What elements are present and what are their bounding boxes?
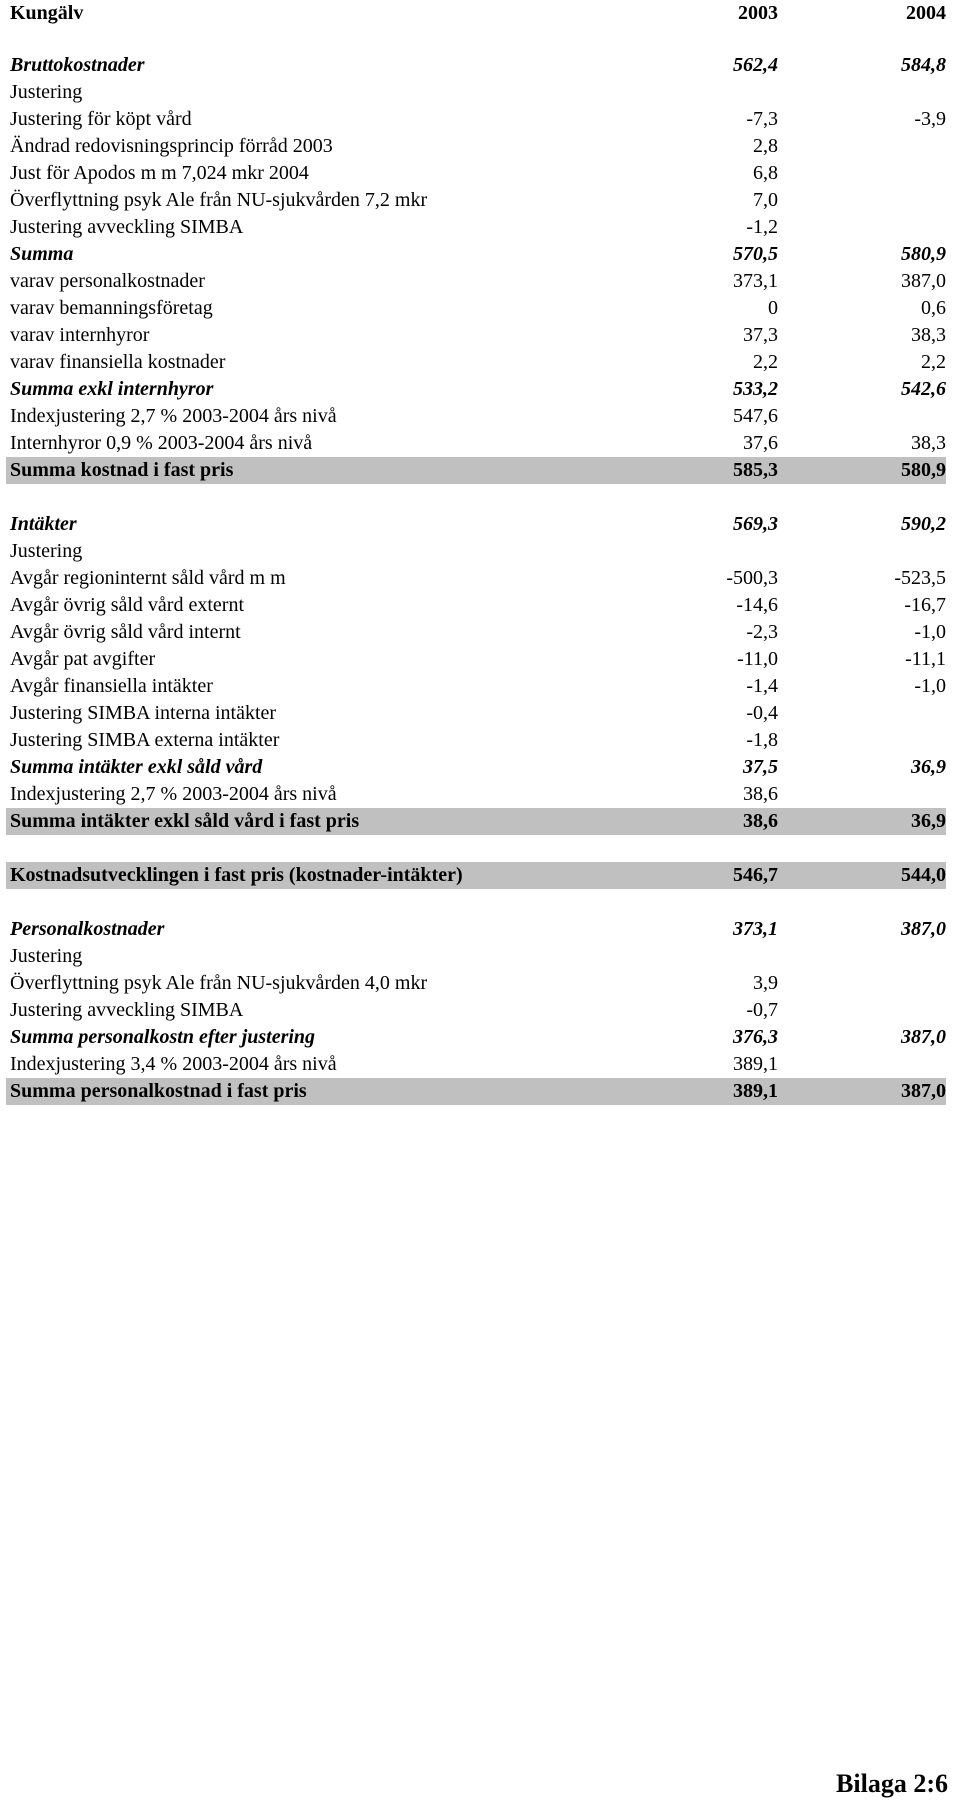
table-row bbox=[6, 457, 946, 484]
value-2003: 569,3 bbox=[733, 513, 778, 535]
row-label: varav bemanningsföretag bbox=[10, 297, 213, 319]
table-row bbox=[6, 700, 946, 727]
page-title: Kungälv bbox=[10, 2, 84, 24]
table-row bbox=[6, 133, 946, 160]
row-label: Intäkter bbox=[10, 513, 77, 535]
value-2003: 533,2 bbox=[733, 378, 778, 400]
table-row bbox=[6, 673, 946, 700]
value-2003: -0,7 bbox=[746, 999, 778, 1021]
row-label: Summa intäkter exkl såld vård i fast pris bbox=[10, 810, 360, 832]
value-2004: 38,3 bbox=[911, 324, 946, 346]
table-row bbox=[6, 187, 946, 214]
value-2004: 38,3 bbox=[911, 432, 946, 454]
row-label: varav personalkostnader bbox=[10, 270, 205, 292]
table-row bbox=[6, 241, 946, 268]
value-2003: 2,2 bbox=[753, 351, 778, 373]
value-2003: 376,3 bbox=[733, 1026, 778, 1048]
row-label: Just för Apodos m m 7,024 mkr 2004 bbox=[10, 162, 309, 184]
value-2004: 2,2 bbox=[921, 351, 946, 373]
value-2003: 6,8 bbox=[753, 162, 778, 184]
row-label: Justering avveckling SIMBA bbox=[10, 999, 244, 1021]
row-label: Avgår finansiella intäkter bbox=[10, 675, 213, 697]
value-2003: 389,1 bbox=[733, 1080, 778, 1102]
value-2004: -1,0 bbox=[914, 675, 946, 697]
value-2004: 580,9 bbox=[901, 459, 946, 481]
table-row bbox=[6, 511, 946, 538]
table-header bbox=[6, 0, 946, 27]
row-label: Kostnadsutvecklingen i fast pris (kostnader-intäkter) bbox=[10, 864, 463, 886]
row-label: Summa kostnad i fast pris bbox=[10, 459, 234, 481]
value-2003: 546,7 bbox=[733, 864, 778, 886]
table-row bbox=[6, 79, 946, 106]
row-label: Indexjustering 3,4 % 2003-2004 års nivå bbox=[10, 1053, 337, 1075]
value-2003: -1,8 bbox=[746, 729, 778, 751]
table-row bbox=[6, 862, 946, 889]
row-label: Ändrad redovisningsprincip förråd 2003 bbox=[10, 135, 333, 157]
value-2003: 547,6 bbox=[733, 405, 778, 427]
row-label: Personalkostnader bbox=[10, 918, 165, 940]
table-row bbox=[6, 403, 946, 430]
row-label: Summa personalkostn efter justering bbox=[10, 1026, 316, 1048]
value-2003: -1,4 bbox=[746, 675, 778, 697]
row-label: Justering avveckling SIMBA bbox=[10, 216, 244, 238]
value-2003: 562,4 bbox=[733, 54, 778, 76]
table-row bbox=[6, 52, 946, 79]
table-row bbox=[6, 1024, 946, 1051]
row-label: Avgår övrig såld vård externt bbox=[10, 594, 244, 616]
value-2004: 544,0 bbox=[901, 864, 946, 886]
row-label: Justering för köpt vård bbox=[10, 108, 192, 130]
column-header-2004: 2004 bbox=[906, 2, 946, 24]
table-row bbox=[6, 727, 946, 754]
row-label: Justering bbox=[10, 81, 83, 103]
row-label: Indexjustering 2,7 % 2003-2004 års nivå bbox=[10, 783, 337, 805]
table-row bbox=[6, 268, 946, 295]
value-2003: 37,6 bbox=[743, 432, 778, 454]
row-label: Summa personalkostnad i fast pris bbox=[10, 1080, 307, 1102]
table-row bbox=[6, 349, 946, 376]
value-2003: 38,6 bbox=[743, 810, 778, 832]
value-2004: -11,1 bbox=[905, 648, 946, 670]
row-label: Justering SIMBA interna intäkter bbox=[10, 702, 277, 724]
row-label: Avgår pat avgifter bbox=[10, 648, 156, 670]
table-row bbox=[6, 322, 946, 349]
value-2003: -2,3 bbox=[746, 621, 778, 643]
value-2003: 38,6 bbox=[743, 783, 778, 805]
table-row bbox=[6, 214, 946, 241]
value-2004: 542,6 bbox=[901, 378, 946, 400]
value-2003: 37,5 bbox=[743, 756, 778, 778]
row-label: Överflyttning psyk Ale från NU-sjukvården 7,2 mkr bbox=[10, 189, 428, 211]
value-2003: -7,3 bbox=[746, 108, 778, 130]
value-2004: 36,9 bbox=[911, 756, 946, 778]
value-2004: 580,9 bbox=[901, 243, 946, 265]
value-2003: -11,0 bbox=[737, 648, 778, 670]
value-2004: -523,5 bbox=[894, 567, 946, 589]
table-row bbox=[6, 538, 946, 565]
table-row bbox=[6, 430, 946, 457]
value-2003: -14,6 bbox=[736, 594, 778, 616]
value-2003: 7,0 bbox=[753, 189, 778, 211]
row-label: Överflyttning psyk Ale från NU-sjukvården 4,0 mkr bbox=[10, 972, 428, 994]
appendix-label: Bilaga 2:6 bbox=[836, 1769, 948, 1798]
value-2004: 584,8 bbox=[901, 54, 946, 76]
table-row bbox=[6, 295, 946, 322]
row-label: varav finansiella kostnader bbox=[10, 351, 226, 373]
table-row bbox=[6, 376, 946, 403]
value-2003: 37,3 bbox=[743, 324, 778, 346]
value-2003: 2,8 bbox=[753, 135, 778, 157]
table-row bbox=[6, 619, 946, 646]
value-2003: 585,3 bbox=[733, 459, 778, 481]
table-row bbox=[6, 646, 946, 673]
table-row bbox=[6, 1051, 946, 1078]
value-2004: 387,0 bbox=[901, 1080, 946, 1102]
value-2003: 570,5 bbox=[733, 243, 778, 265]
table-row bbox=[6, 1078, 946, 1105]
row-label: Summa bbox=[10, 243, 74, 265]
table-row bbox=[6, 160, 946, 187]
row-label: Justering bbox=[10, 540, 83, 562]
value-2004: -1,0 bbox=[914, 621, 946, 643]
value-2004: 0,6 bbox=[921, 297, 946, 319]
column-header-2003: 2003 bbox=[738, 2, 778, 24]
value-2004: 387,0 bbox=[901, 1026, 946, 1048]
row-label: Indexjustering 2,7 % 2003-2004 års nivå bbox=[10, 405, 337, 427]
value-2003: 389,1 bbox=[733, 1053, 778, 1075]
table-row bbox=[6, 592, 946, 619]
table-row bbox=[6, 106, 946, 133]
value-2003: 3,9 bbox=[753, 972, 778, 994]
value-2004: -16,7 bbox=[904, 594, 946, 616]
value-2003: -500,3 bbox=[726, 567, 778, 589]
value-2004: 387,0 bbox=[901, 918, 946, 940]
row-label: Avgår regioninternt såld vård m m bbox=[10, 567, 286, 589]
value-2003: 373,1 bbox=[733, 918, 778, 940]
table-row bbox=[6, 808, 946, 835]
value-2003: -1,2 bbox=[746, 216, 778, 238]
row-label: Internhyror 0,9 % 2003-2004 års nivå bbox=[10, 432, 313, 454]
table-row bbox=[6, 997, 946, 1024]
value-2003: 0 bbox=[768, 297, 778, 319]
row-label: Summa exkl internhyror bbox=[10, 378, 214, 400]
table-row bbox=[6, 565, 946, 592]
row-label: varav internhyror bbox=[10, 324, 150, 346]
table-row bbox=[6, 970, 946, 997]
table-row bbox=[6, 916, 946, 943]
value-2004: 387,0 bbox=[901, 270, 946, 292]
value-2004: -3,9 bbox=[914, 108, 946, 130]
row-label: Bruttokostnader bbox=[10, 54, 145, 76]
row-label: Justering bbox=[10, 945, 83, 967]
row-label: Summa intäkter exkl såld vård bbox=[10, 756, 263, 778]
table-row bbox=[6, 781, 946, 808]
value-2003: 373,1 bbox=[733, 270, 778, 292]
table-row bbox=[6, 943, 946, 970]
value-2004: 590,2 bbox=[901, 513, 946, 535]
value-2004: 36,9 bbox=[911, 810, 946, 832]
row-label: Avgår övrig såld vård internt bbox=[10, 621, 241, 643]
row-label: Justering SIMBA externa intäkter bbox=[10, 729, 280, 751]
table-row bbox=[6, 754, 946, 781]
value-2003: -0,4 bbox=[746, 702, 778, 724]
